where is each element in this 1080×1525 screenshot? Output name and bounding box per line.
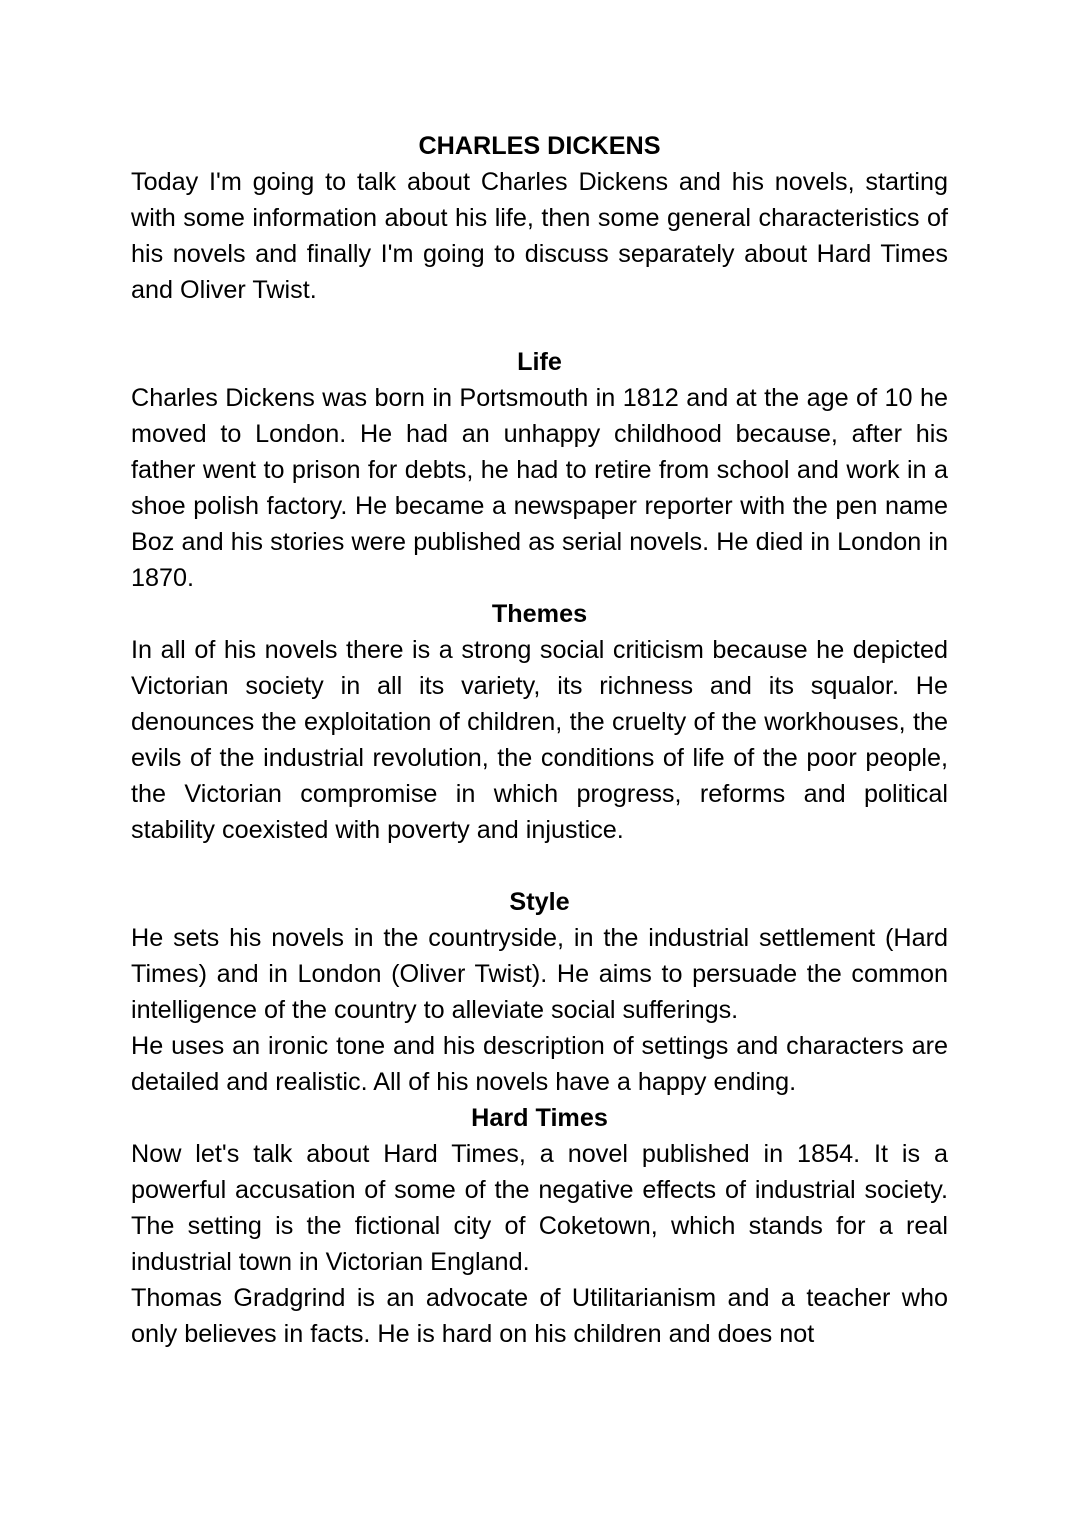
document-title: CHARLES DICKENS bbox=[418, 132, 661, 160]
life-heading: Life bbox=[517, 348, 562, 376]
style-paragraph-2: He uses an ironic tone and his description of settings and characters are detailed and realistic. All of his novels have a happy ending. bbox=[131, 1032, 948, 1096]
intro-paragraph: Today I'm going to talk about Charles Dickens and his novels, starting with some information about his life, then some general characteristics of his novels and finally I'm going to discuss separately about Hard Times and Oliver Twist. bbox=[131, 168, 948, 304]
style-heading: Style bbox=[509, 888, 570, 916]
hard-times-heading: Hard Times bbox=[471, 1104, 608, 1132]
themes-heading: Themes bbox=[491, 600, 588, 628]
style-paragraph-1: He sets his novels in the countryside, in the industrial settlement (Hard Times) and in London (Oliver Twist). He aims to persuade the common intelligence of the country to alleviate social sufferings. bbox=[131, 924, 948, 1024]
themes-paragraph: In all of his novels there is a strong social criticism because he depicted Victorian society in all its variety, its richness and its squalor. He denounces the exploitation of children, the cruelty of the workhouses, the evils of the industrial revolution, the conditions of life of the poor people, the Victorian compromise in which progress, reforms and political stability coexisted with poverty and injustice. bbox=[131, 636, 948, 844]
hard-times-paragraph-1: Now let's talk about Hard Times, a novel published in 1854. It is a powerful accusation of some of the negative effects of industrial society. The setting is the fictional city of Coketown, which stands for a real industrial town in Victorian England. bbox=[131, 1140, 948, 1276]
document-page bbox=[131, 128, 948, 1352]
life-paragraph: Charles Dickens was born in Portsmouth in 1812 and at the age of 10 he moved to London. He had an unhappy childhood because, after his father went to prison for debts, he had to retire from school and work in a shoe polish factory. He became a newspaper reporter with the pen name Boz and his stories were published as serial novels. He died in London in 1870. bbox=[131, 384, 948, 592]
hard-times-paragraph-2: Thomas Gradgrind is an advocate of Utilitarianism and a teacher who only believes in facts. He is hard on his children and does not bbox=[131, 1284, 948, 1348]
